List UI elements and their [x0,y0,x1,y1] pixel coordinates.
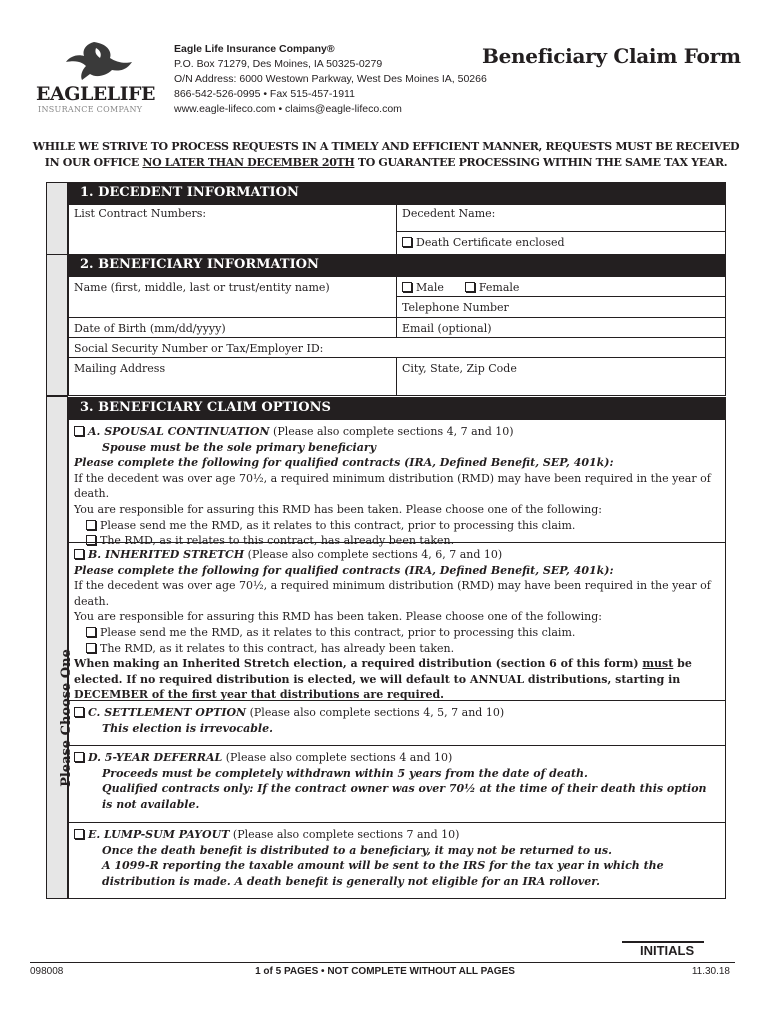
section-1-side-tab [46,182,68,256]
decedent-name-field[interactable] [396,204,726,232]
overnight-address: O/N Address: 6000 Westown Parkway, West Des Moines IA, 50266 [174,73,487,85]
option-e-lump-sum-payout [68,822,726,899]
option-a-line-2: Please complete the following for qualified contracts (IRA, Defined Benefit, SEP, 401k): [74,456,614,470]
logo-subtext: INSURANCE COMPANY [38,105,143,114]
telephone-field[interactable] [396,296,726,318]
please-choose-one-label: Please Choose One [59,649,74,787]
contract-numbers-label: List Contract Numbers: [74,207,207,220]
female-checkbox[interactable] [465,282,475,292]
male-label: Male [416,281,444,294]
city-state-zip-field[interactable] [396,357,726,396]
option-c-note: (Please also complete sections 4, 5, 7 and 10) [246,706,505,719]
option-b-checkbox[interactable] [74,549,84,559]
section-2-side-tab [46,254,68,396]
death-certificate-checkbox[interactable] [402,237,412,247]
option-b-note: (Please also complete sections 4, 6, 7 and 10) [244,548,503,561]
page-count: 1 of 5 PAGES • NOT COMPLETE WITHOUT ALL PAGES [255,966,515,977]
option-a-rmd-send-label: Please send me the RMD, as it relates to this contract, prior to processing this claim. [100,518,576,532]
section-2-header: 2. BENEFICIARY INFORMATION [68,254,726,276]
option-b-warning-pre: When making an Inherited Stretch election, a required distribution (section 6 of this form) [74,657,643,671]
processing-notice [30,139,742,171]
option-e-note: (Please also complete sections 7 and 10) [229,828,460,841]
eagle-life-logo [36,38,160,120]
option-b-line-3: You are responsible for assuring this RMD has been taken. Please choose one of the following: [74,610,602,624]
initials-label: INITIALS [640,943,695,958]
male-checkbox[interactable] [402,282,412,292]
option-c-settlement-option [68,700,726,746]
option-a-checkbox[interactable] [74,426,84,436]
form-title: Beneficiary Claim Form [482,44,741,68]
form-number: 098008 [30,966,64,977]
option-a-title: A. SPOUSAL CONTINUATION [88,425,270,438]
web-email: www.eagle-lifeco.com • claims@eagle-lifeco.com [174,103,402,115]
option-d-title: D. 5-YEAR DEFERRAL [88,751,223,764]
option-b-rmd-taken-checkbox[interactable] [86,643,96,653]
company-name: Eagle Life Insurance Company® [174,43,335,55]
option-a-line-4: You are responsible for assuring this RMD has been taken. Please choose one of the following: [74,502,602,516]
option-b-rmd-send-checkbox[interactable] [86,627,96,637]
option-a-rmd-taken-label: The RMD, as it relates to this contract, has already been taken. [100,534,455,548]
option-b-inherited-stretch [68,542,726,701]
option-b-warning-must: must [642,657,674,671]
dob-field[interactable] [68,317,397,338]
email-field[interactable] [396,317,726,338]
option-d-checkbox[interactable] [74,752,84,762]
logo-text: EAGLELIFE [36,83,156,105]
email-label: Email (optional) [402,322,492,335]
notice-line-1: WHILE WE STRIVE TO PROCESS REQUESTS IN A TIMELY AND EFFICIENT MANNER, REQUESTS MUST BE RECEIVED [32,140,740,153]
gender-field [396,276,726,297]
option-e-line-1: Once the death benefit is distributed to a beneficiary, it may not be returned to us. [102,843,612,857]
option-b-line-2: If the decedent was over age 70½, a required minimum distribution (RMD) may have been required in the year of death. [74,579,711,608]
option-a-spousal-continuation [68,419,726,548]
city-state-zip-label: City, State, Zip Code [402,362,517,375]
section-3-header: 3. BENEFICIARY CLAIM OPTIONS [68,397,726,419]
option-a-rmd-send-checkbox[interactable] [86,520,96,530]
ssn-field[interactable] [68,337,726,358]
notice-line-2-post: TO GUARANTEE PROCESSING WITHIN THE SAME TAX YEAR. [354,156,728,169]
beneficiary-name-field[interactable] [68,276,397,318]
notice-deadline: NO LATER THAN DECEMBER 20TH [142,156,355,169]
option-d-5-year-deferral [68,745,726,823]
decedent-name-label: Decedent Name: [402,207,496,220]
option-b-line-1: Please complete the following for qualified contracts (IRA, Defined Benefit, SEP, 401k): [74,563,614,577]
dob-label: Date of Birth (mm/dd/yyyy) [74,322,226,335]
telephone-label: Telephone Number [402,301,509,314]
company-info [174,42,487,117]
option-e-checkbox[interactable] [74,829,84,839]
option-b-warning [74,656,720,703]
option-a-note: (Please also complete sections 4, 7 and 10) [269,425,514,438]
beneficiary-name-label: Name (first, middle, last or trust/entity name) [74,281,330,294]
option-a-line-3: If the decedent was over age 70½, a required minimum distribution (RMD) may have been required in the year of death. [74,471,711,501]
option-b-warning-post: be elected. If no required distribution is elected, we will default to ANNUAL distributions, starting in DECEMBER of the first year that distributions are required. [74,657,692,702]
option-c-line-1: This election is irrevocable. [102,721,273,735]
option-e-title: E. LUMP-SUM PAYOUT [88,828,230,841]
section-3-side-tab [46,396,74,899]
po-box: P.O. Box 71279, Des Moines, IA 50325-0279 [174,58,383,70]
contract-numbers-field[interactable] [68,204,397,256]
option-a-line-1: Spouse must be the sole primary beneficiary [102,440,377,454]
death-certificate-label: Death Certificate enclosed [416,236,565,249]
notice-line-2-pre: IN OUR OFFICE [44,156,143,169]
revision-date: 11.30.18 [691,966,730,977]
option-b-rmd-send-label: Please send me the RMD, as it relates to this contract, prior to processing this claim. [100,625,576,639]
option-d-line-2: Qualified contracts only: If the contract owner was over 70½ at the time of their death this option is not available. [102,782,707,811]
female-label: Female [478,281,520,294]
ssn-label: Social Security Number or Tax/Employer ID: [74,342,324,355]
option-c-title: C. SETTLEMENT OPTION [88,706,247,719]
section-1-header: 1. DECEDENT INFORMATION [68,182,726,204]
death-certificate-option[interactable] [396,231,726,256]
mailing-address-field[interactable] [68,357,397,396]
mailing-address-label: Mailing Address [74,362,166,375]
phone-fax: 866-542-526-0995 • Fax 515-457-1911 [174,88,355,100]
option-b-rmd-taken-label: The RMD, as it relates to this contract, has already been taken. [100,641,455,655]
option-c-checkbox[interactable] [74,707,84,717]
footer-divider [30,962,735,963]
option-d-line-1: Proceeds must be completely withdrawn within 5 years from the date of death. [102,766,588,780]
option-e-line-2: A 1099-R reporting the taxable amount will be sent to the IRS for the tax year in which the distribution is made. A death benefit is generally not eligible for an IRA rollover. [102,859,664,888]
option-b-title: B. INHERITED STRETCH [88,548,245,561]
option-d-note: (Please also complete sections 4 and 10) [222,751,453,764]
